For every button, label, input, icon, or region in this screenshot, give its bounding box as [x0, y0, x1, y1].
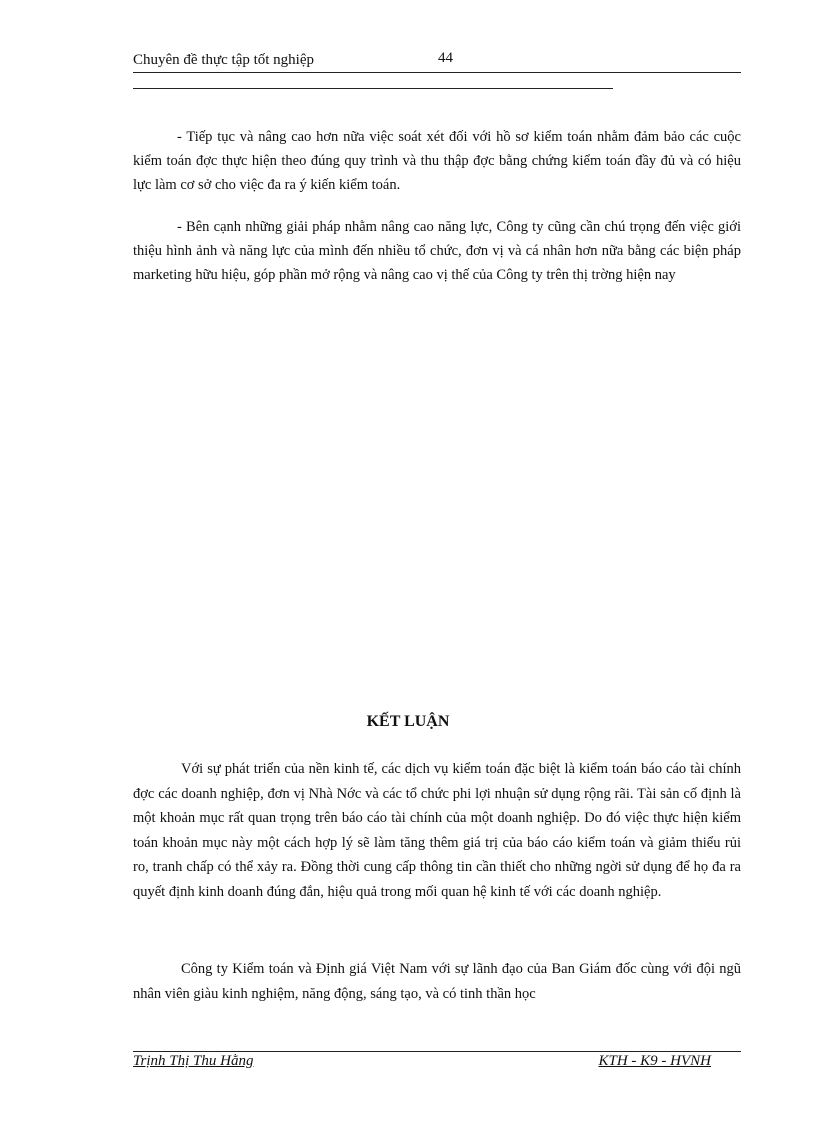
footer-class-code: KTH - K9 - HVNH	[598, 1053, 711, 1069]
header-rule-secondary	[133, 88, 613, 89]
section-title: KẾT LUẬN	[366, 713, 450, 730]
footer-rule	[133, 1051, 741, 1052]
page-footer	[133, 1053, 711, 1073]
paragraph-conclusion-1: Với sự phát triển của nền kinh tế, các dịch vụ kiểm toán đặc biệt là kiểm toán báo cáo tài chính đợc các doanh nghiệp, đơn vị Nhà Nớc và các tổ chức phi lợi nhuận sử dụng rộng rãi. Tài sản cố định là một khoản mục rất quan trọng trên báo cáo tài chính của một doanh nghiệp. Do đó việc thực hiện kiểm toán khoản mục này một cách hợp lý sẽ làm tăng thêm giá trị của báo cáo kiểm toán và giảm thiểu rủi ro, tranh chấp có thể xảy ra. Đồng thời cung cấp thông tin cần thiết cho những ngời sử dụng để họ đa ra quyết định kinh doanh đúng đắn, hiệu quả trong mối quan hệ kinh tế với các doanh nghiệp.	[133, 761, 741, 900]
footer-author: Trịnh Thị Thu Hằng	[133, 1053, 254, 1069]
page-number: 44	[438, 50, 453, 66]
paragraph-marketing: - Bên cạnh những giải pháp nhằm nâng cao năng lực, Công ty cũng cần chú trọng đến việc giới thiệu hình ảnh và năng lực của mình đến nhiều tổ chức, đơn vị và cá nhân hơn nữa bằng các biện pháp marketing hữu hiệu, góp phần mở rộng và nâng cao vị thế của Công ty trên thị trờng hiện nay	[133, 219, 741, 283]
page-header	[133, 52, 741, 72]
paragraph-conclusion-2: Công ty Kiểm toán và Định giá Việt Nam với sự lãnh đạo của Ban Giám đốc cùng với đội ngũ nhân viên giàu kinh nghiệm, năng động, sáng tạo, và có tinh thần học	[133, 961, 741, 1002]
paragraph-review-audit-files: - Tiếp tục và nâng cao hơn nữa việc soát xét đối với hồ sơ kiểm toán nhằm đảm bảo các cuộc kiểm toán đợc thực hiện theo đúng quy trình và thu thập đợc bằng chứng kiểm toán đầy đủ và có hiệu lực làm cơ sở cho việc đa ra ý kiến kiểm toán.	[133, 129, 741, 193]
header-rule	[133, 72, 741, 73]
header-title: Chuyên đề thực tập tốt nghiệp	[133, 52, 315, 68]
